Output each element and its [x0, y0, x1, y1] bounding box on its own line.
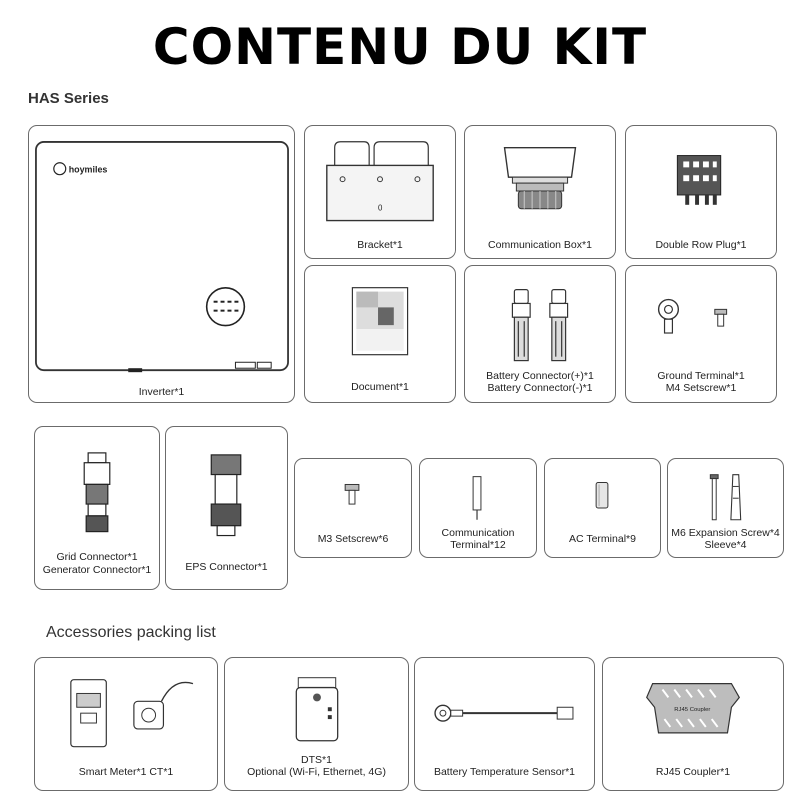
double-row-plug-label: Double Row Plug*1 [655, 239, 747, 251]
battery-connector-card [464, 265, 616, 403]
bracket-card [304, 125, 456, 259]
smart-meter-label: Smart Meter*1 CT*1 [78, 766, 174, 778]
ac-terminal-card [544, 458, 661, 558]
inverter-logo-text: hoymiles [68, 164, 108, 175]
ground-terminal-card [625, 265, 777, 403]
battery-temp-sensor-card [414, 657, 595, 791]
battery-connector-neg-label: Battery Connector(-)*1 [487, 382, 593, 394]
inverter-icon [29, 126, 294, 402]
ground-terminal-label: Ground Terminal*1 [657, 370, 745, 382]
eps-connector-card [165, 426, 288, 590]
m6-expansion-screw-label: M6 Expansion Screw*4 [671, 527, 780, 539]
page-title: CONTENU DU KIT [152, 18, 648, 76]
double-row-plug-card [625, 125, 777, 259]
battery-connector-pos-label: Battery Connector(+)*1 [486, 370, 594, 382]
communication-box-label: Communication Box*1 [488, 239, 592, 251]
battery-temp-sensor-label: Battery Temperature Sensor*1 [433, 766, 576, 778]
dts-label: DTS*1 [301, 754, 332, 766]
rj45-coupler-card [602, 657, 784, 791]
communication-box-card [464, 125, 616, 259]
communication-terminal-label-1: Communication [441, 527, 515, 539]
grid-connector-label: Grid Connector*1 [56, 551, 138, 563]
ac-terminal-label: AC Terminal*9 [569, 533, 636, 545]
series-heading: HAS Series [28, 90, 109, 107]
sleeve-label: Sleeve*4 [704, 539, 747, 551]
document-card [304, 265, 456, 403]
m3-setscrew-label: M3 Setscrew*6 [317, 533, 389, 545]
bracket-label: Bracket*1 [357, 239, 403, 251]
document-label: Document*1 [351, 381, 409, 393]
dts-card [224, 657, 409, 791]
rj45-coupler-label: RJ45 Coupler*1 [655, 766, 731, 778]
bracket-mark: 0 [378, 203, 383, 213]
m4-setscrew-label: M4 Setscrew*1 [665, 382, 737, 394]
generator-connector-label: Generator Connector*1 [42, 564, 152, 576]
dts-optional-label: Optional (Wi-Fi, Ethernet, 4G) [247, 766, 386, 778]
communication-terminal-label-2: Terminal*12 [450, 539, 506, 551]
rj45-coupler-mark: RJ45 Coupler [674, 707, 711, 714]
communication-terminal-card [419, 458, 537, 558]
inverter-card [28, 125, 295, 403]
m3-setscrew-card [294, 458, 412, 558]
m6-expansion-screw-card [667, 458, 784, 558]
eps-connector-label: EPS Connector*1 [185, 561, 268, 573]
grid-connector-card [34, 426, 160, 590]
smart-meter-card [34, 657, 218, 791]
inverter-label: Inverter*1 [138, 386, 185, 398]
accessories-heading: Accessories packing list [46, 624, 216, 641]
